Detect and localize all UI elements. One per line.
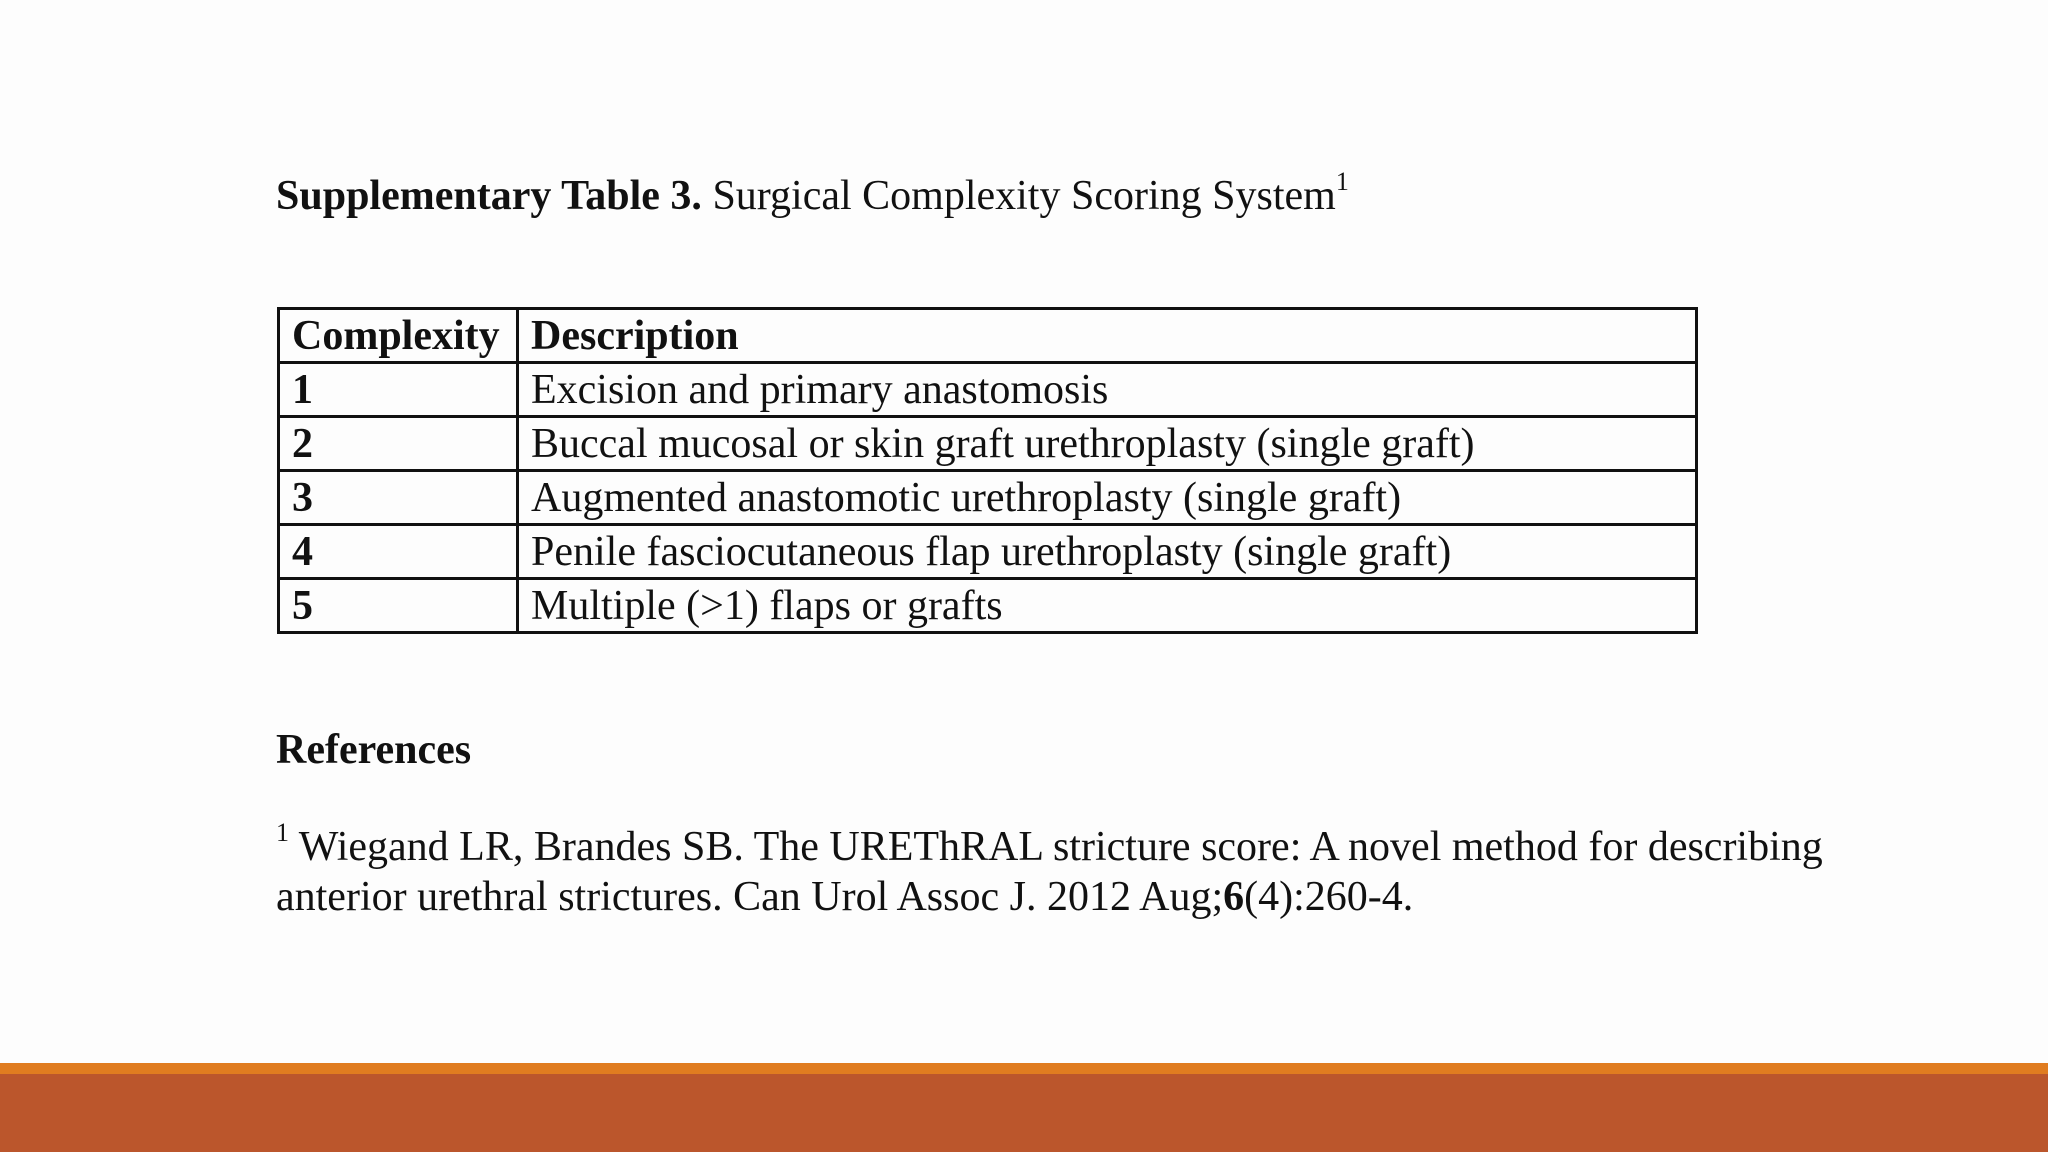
reference-item bbox=[276, 818, 1876, 922]
caption-label: Supplementary Table 3. bbox=[276, 173, 702, 219]
caption-footnote-marker: 1 bbox=[1335, 167, 1349, 196]
description-cell: Buccal mucosal or skin graft urethroplasty (single graft) bbox=[518, 417, 1697, 471]
table-row bbox=[279, 363, 1697, 417]
description-cell: Excision and primary anastomosis bbox=[518, 363, 1697, 417]
reference-pages: (4):260-4. bbox=[1244, 874, 1414, 920]
table-row bbox=[279, 471, 1697, 525]
reference-text-line-2: anterior urethral strictures. Can Urol Assoc J. 2012 Aug; bbox=[276, 874, 1224, 920]
description-cell: Augmented anastomotic urethroplasty (single graft) bbox=[518, 471, 1697, 525]
reference-volume: 6 bbox=[1223, 874, 1245, 920]
complexity-cell: 3 bbox=[279, 471, 518, 525]
complexity-cell: 1 bbox=[279, 363, 518, 417]
table-header-row bbox=[279, 309, 1697, 363]
reference-line-2 bbox=[276, 872, 1876, 922]
table-caption bbox=[276, 168, 1349, 224]
header-description: Description bbox=[518, 309, 1697, 363]
table-row bbox=[279, 417, 1697, 471]
complexity-table bbox=[277, 307, 1698, 634]
reference-marker: 1 bbox=[276, 818, 289, 847]
accent-bar-bottom bbox=[0, 1074, 2048, 1152]
description-cell: Penile fasciocutaneous flap urethroplasty (single graft) bbox=[518, 525, 1697, 579]
complexity-cell: 4 bbox=[279, 525, 518, 579]
description-cell: Multiple (>1) flaps or grafts bbox=[518, 579, 1697, 633]
reference-line-1 bbox=[276, 818, 1876, 872]
caption-text: Surgical Complexity Scoring System bbox=[712, 173, 1336, 219]
table-row bbox=[279, 525, 1697, 579]
table-row bbox=[279, 579, 1697, 633]
reference-text-line-1: Wiegand LR, Brandes SB. The UREThRAL stricture score: A novel method for describing bbox=[298, 824, 1823, 870]
header-complexity: Complexity bbox=[279, 309, 518, 363]
complexity-cell: 5 bbox=[279, 579, 518, 633]
references-heading: References bbox=[276, 727, 472, 773]
accent-bar-top bbox=[0, 1063, 2048, 1074]
complexity-cell: 2 bbox=[279, 417, 518, 471]
